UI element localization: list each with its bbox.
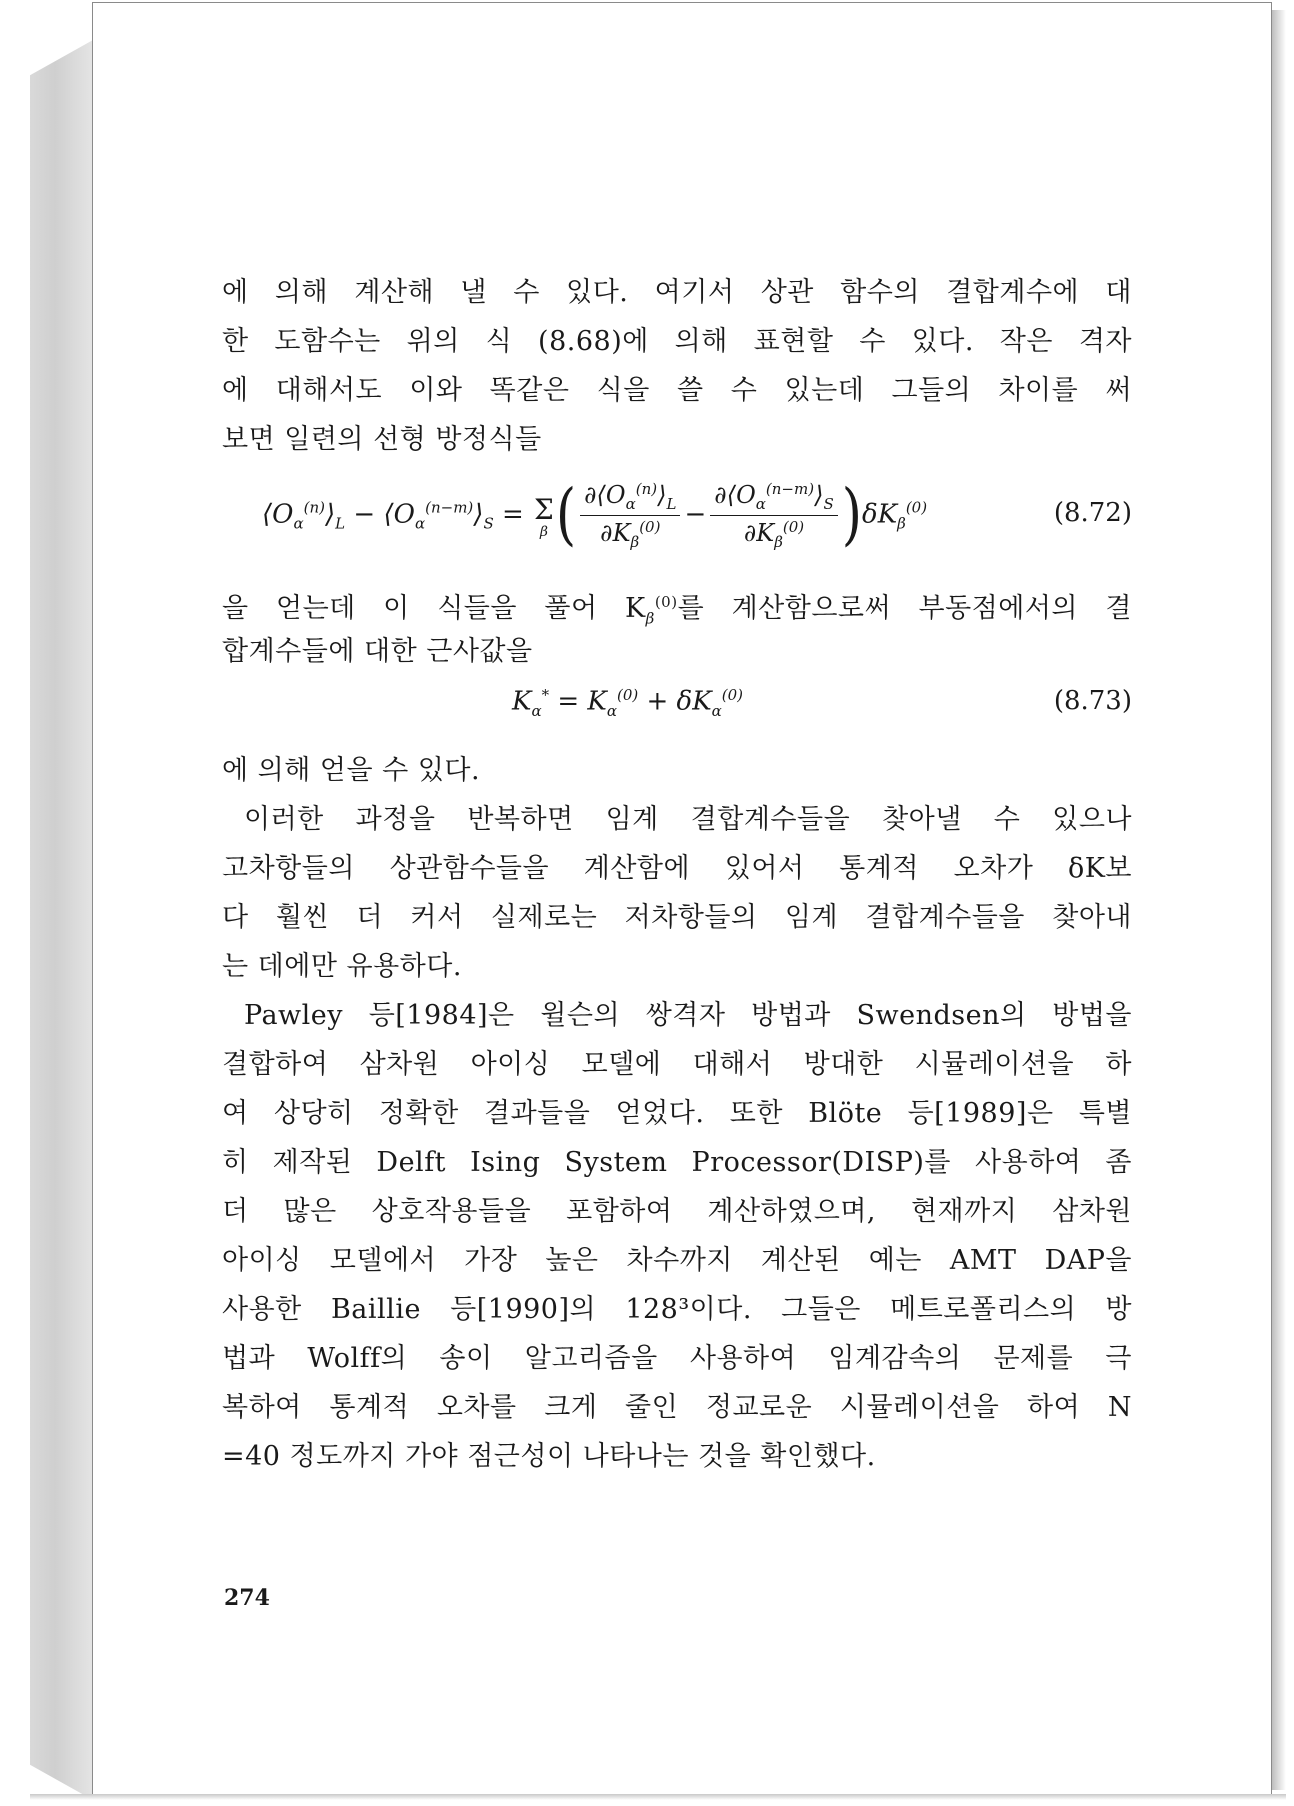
text-line: =40 정도까지 가야 점근성이 나타나는 것을 확인했다. <box>222 1441 876 1472</box>
text-line: 고차항들의 상관함수들을 계산함에 있어서 통계적 오차가 δK보 <box>222 853 1132 884</box>
text-segment: 를 계산함으로써 부동점에서의 결 <box>677 593 1132 624</box>
text-line: 다 훨씬 더 커서 실제로는 저차항들의 임계 결합계수들을 찾아내 <box>222 902 1132 933</box>
equation-body: $⟨O_\alpha^{(n)}⟩_L$ − $⟨O_\alpha^{(n-m)}⟩_S = \Sigma$ β ( $\frac{\partial⟨O_\alpha^{(n)}⟩_L}{\partial K_\beta^{(0)}}$ − $\frac{\partial⟨O_\alpha^{(n-m)}⟩_S}{\partial K_\beta^{(0)}}$ )$\delta K_\beta^{(0)}$ <box>262 476 928 555</box>
text-line: 여 상당히 정확한 결과들을 얻었다. 또한 Blöte 등[1989]은 특별 <box>222 1098 1132 1129</box>
text-line: 에 의해 얻을 수 있다. <box>222 755 481 786</box>
page-bottom-edge <box>30 1794 1286 1800</box>
text-segment: 을 얻는데 이 식들을 풀어 K <box>222 593 646 624</box>
text-line: 법과 Wolff의 송이 알고리즘을 사용하여 임계감속의 문제를 극 <box>222 1343 1132 1374</box>
equation-8-73 <box>222 678 1132 736</box>
page-number: 274 <box>224 1585 270 1611</box>
text-line: 합계수들에 대한 근사값을 <box>222 636 533 667</box>
text-line: 에 의해 계산해 낼 수 있다. 여기서 상관 함수의 결합계수에 대 <box>222 277 1132 308</box>
text-line: 을 얻는데 이 식들을 풀어 $K_\beta^{(0)}$를 계산함으로써 부동점에서의 결 <box>222 593 1132 628</box>
page-shadow <box>1272 10 1286 1790</box>
equation-8-72 <box>222 472 1132 564</box>
text-line: Pawley 등[1984]은 윌슨의 쌍격자 방법과 Swendsen의 방법을 <box>244 1000 1132 1031</box>
equation-number: (8.72) <box>1053 498 1132 528</box>
text-line: 는 데에만 유용하다. <box>222 951 462 982</box>
text-line: 사용한 Baillie 등[1990]의 128³이다. 그들은 메트로폴리스의 방 <box>222 1294 1132 1325</box>
text-line: 복하여 통계적 오차를 크게 줄인 정교로운 시뮬레이션을 하여 N <box>222 1392 1132 1423</box>
text-line: 보면 일련의 선형 방정식들 <box>222 424 542 455</box>
text-line: 에 대해서도 이와 똑같은 식을 쓸 수 있는데 그들의 차이를 써 <box>222 375 1132 406</box>
equation-number: (8.73) <box>1053 686 1132 716</box>
text-line: 히 제작된 Delft Ising System Processor(DISP)를 사용하여 좀 <box>222 1147 1132 1178</box>
book-spine-edge <box>30 40 93 1800</box>
text-line: 이러한 과정을 반복하면 임계 결합계수들을 찾아낼 수 있으나 <box>244 804 1132 835</box>
equation-body: $K_\alpha^* = K_\alpha^{(0)} + \delta K_\alpha^{(0)}$ <box>512 686 744 720</box>
page-content <box>222 268 1132 1481</box>
text-line: 아이싱 모델에서 가장 높은 차수까지 계산된 예는 AMT DAP을 <box>222 1245 1132 1276</box>
text-line: 한 도함수는 위의 식 (8.68)에 의해 표현할 수 있다. 작은 격자 <box>222 326 1132 357</box>
text-line: 결합하여 삼차원 아이싱 모델에 대해서 방대한 시뮬레이션을 하 <box>222 1049 1132 1080</box>
text-line: 더 많은 상호작용들을 포함하여 계산하였으며, 현재까지 삼차원 <box>222 1196 1132 1227</box>
